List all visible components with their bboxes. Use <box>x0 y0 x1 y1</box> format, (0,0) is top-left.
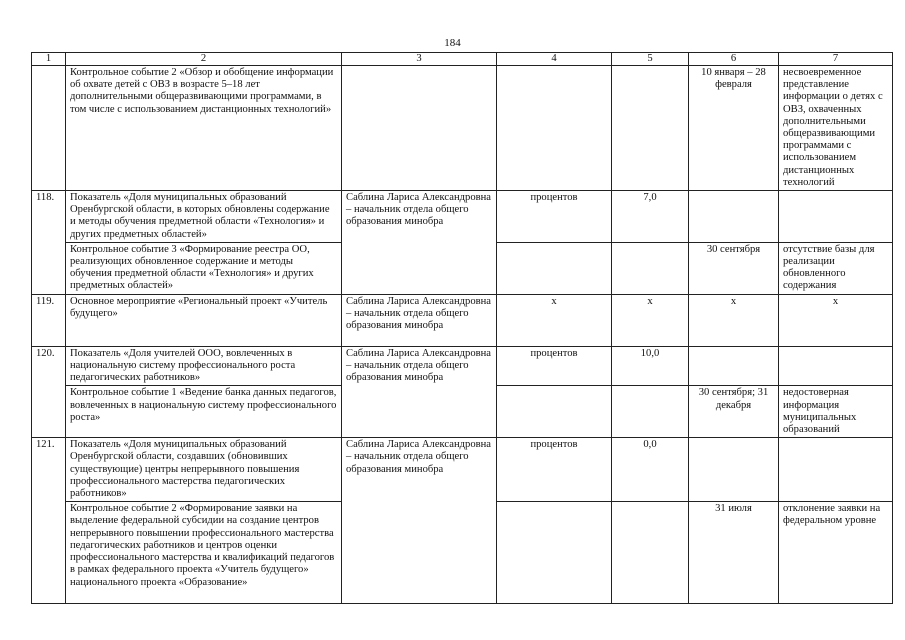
unit-cell <box>497 66 612 191</box>
row-number: 120. <box>32 346 66 437</box>
column-header: 6 <box>689 53 779 66</box>
unit-text: процентов <box>497 346 612 386</box>
indicator-text: Показатель «Доля муниципальных образований Оренбургской области, создавших (обновивших существующие) центры непрерывного повышения профессионального мастерства педагогических работников» <box>66 438 342 502</box>
value-cell <box>612 386 689 438</box>
value-text: х <box>612 294 689 346</box>
column-header: 4 <box>497 53 612 66</box>
date-cell <box>689 438 779 502</box>
unit-cell <box>497 386 612 438</box>
value-cell <box>612 502 689 604</box>
unit-cell <box>497 502 612 604</box>
event-date: 31 июля <box>689 502 779 604</box>
event-text: Контрольное событие 1 «Ведение банка данных педагогов, вовлеченных в национальную систему профессионального роста» <box>66 386 342 438</box>
unit-cell <box>497 242 612 294</box>
column-header: 7 <box>779 53 893 66</box>
event-date: 10 января – 28 февраля <box>689 66 779 191</box>
risk-text: несвоевременное представление информации о детях с ОВЗ, охваченных дополнительными общеразвивающими программами с использованием дистанционных технологий <box>779 66 893 191</box>
date-cell <box>689 191 779 243</box>
value-text: 7,0 <box>612 191 689 243</box>
event-text: Контрольное событие 2 «Обзор и обобщение информации об охвате детей с ОВЗ в возрасте 5–18 лет дополнительными общеразвивающими программами, в том числе с использованием дистанционных технологий» <box>66 66 342 191</box>
risk-cell <box>779 438 893 502</box>
risk-text: отклонение заявки на федеральном уровне <box>779 502 893 604</box>
table-row <box>32 294 893 346</box>
value-cell <box>612 242 689 294</box>
event-text: Контрольное событие 2 «Формирование заявки на выделение федеральной субсидии на создание центров непрерывного повышении профессионального мастерства педагогических работников и центров оценки профессионального мастерства и квалификаций педагогов в рамках федерального проекта «Учитель будущего» национального проекта «Образование» <box>66 502 342 604</box>
page-number: 184 <box>444 37 461 49</box>
responsible-cell <box>342 66 497 191</box>
responsible-text: Саблина Лариса Александровна – начальник отдела общего образования минобра <box>342 438 497 604</box>
event-date: 30 сентября; 31 декабря <box>689 386 779 438</box>
risk-cell <box>779 346 893 386</box>
value-cell <box>612 66 689 191</box>
risk-text: х <box>779 294 893 346</box>
responsible-text: Саблина Лариса Александровна – начальник отдела общего образования минобра <box>342 346 497 437</box>
indicator-text: Показатель «Доля учителей ООО, вовлеченных в национальную систему профессионального роста педагогических работников» <box>66 346 342 386</box>
unit-text: процентов <box>497 438 612 502</box>
row-number <box>32 66 66 191</box>
row-number: 119. <box>32 294 66 346</box>
header-row <box>32 53 893 66</box>
table-row <box>32 346 893 386</box>
table-row <box>32 191 893 243</box>
unit-text: процентов <box>497 191 612 243</box>
column-header: 3 <box>342 53 497 66</box>
table-row <box>32 66 893 191</box>
column-header: 2 <box>66 53 342 66</box>
column-header: 1 <box>32 53 66 66</box>
indicator-text: Показатель «Доля муниципальных образований Оренбургской области, в которых обновлены содержание и методы обучения предметной области «Технология» и других предметных областей» <box>66 191 342 243</box>
column-header: 5 <box>612 53 689 66</box>
unit-text: х <box>497 294 612 346</box>
date-cell <box>689 346 779 386</box>
value-text: 10,0 <box>612 346 689 386</box>
plan-table <box>31 52 893 604</box>
indicator-text: Основное мероприятие «Региональный проект «Учитель будущего» <box>66 294 342 346</box>
value-text: 0,0 <box>612 438 689 502</box>
risk-text: недостоверная информация муниципальных образований <box>779 386 893 438</box>
table-row <box>32 438 893 502</box>
event-date: 30 сентября <box>689 242 779 294</box>
date-text: х <box>689 294 779 346</box>
row-number: 121. <box>32 438 66 604</box>
risk-cell <box>779 191 893 243</box>
risk-text: отсутствие базы для реализации обновленного содержания <box>779 242 893 294</box>
responsible-text: Саблина Лариса Александровна – начальник отдела общего образования минобра <box>342 294 497 346</box>
responsible-text: Саблина Лариса Александровна – начальник отдела общего образования минобра <box>342 191 497 295</box>
event-text: Контрольное событие 3 «Формирование реестра ОО, реализующих обновленное содержание и методы обучения предметной области «Технология» и других предметных областей» <box>66 242 342 294</box>
row-number: 118. <box>32 191 66 295</box>
